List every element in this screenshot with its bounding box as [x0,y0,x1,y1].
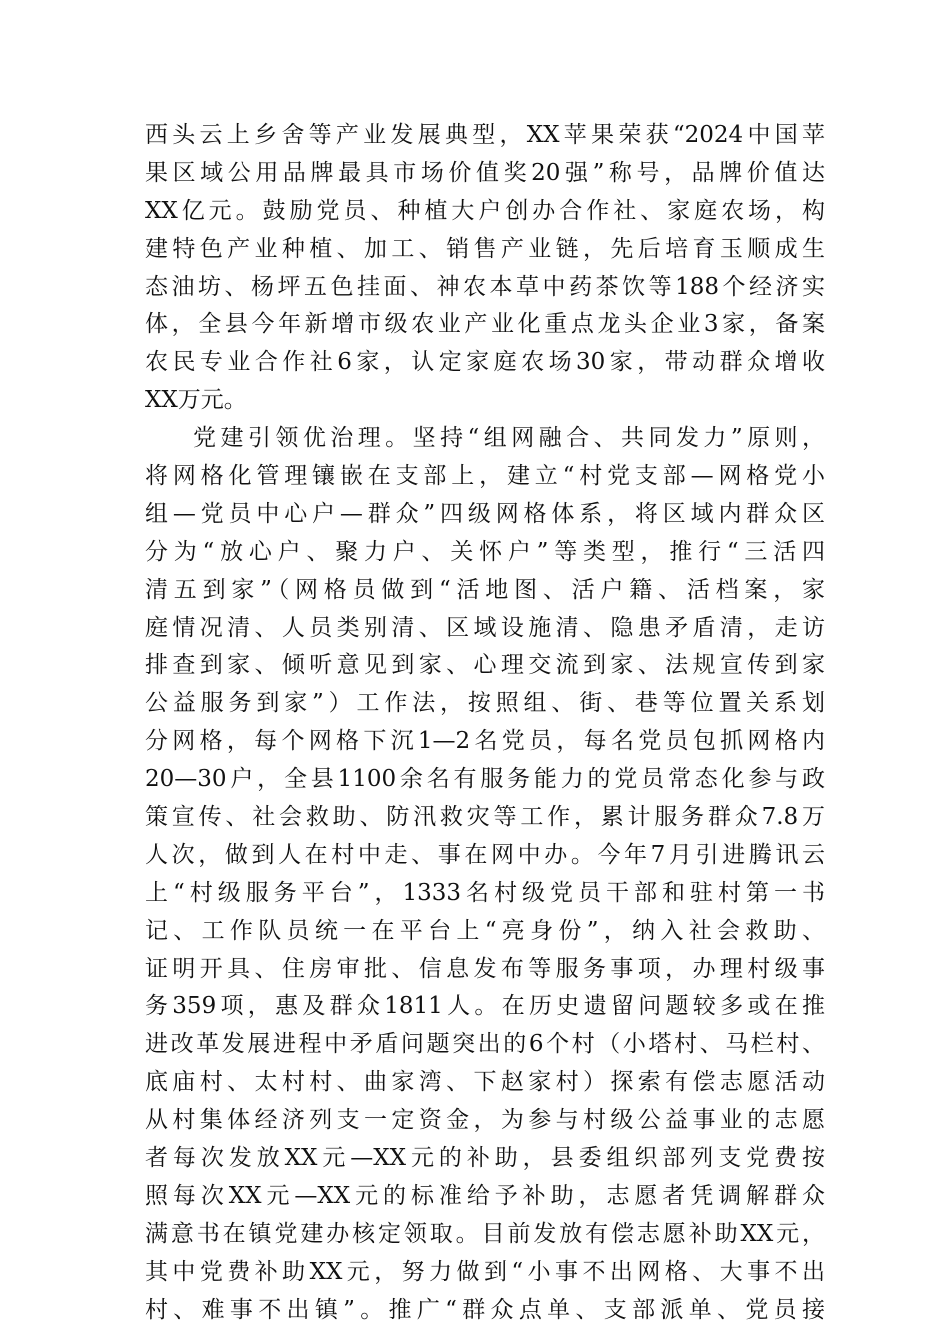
text-line: 体，全县今年新增市级农业产业化重点龙头企业3家，备案 [145,311,825,338]
text-line: 底庙村、太村村、曲家湾、下赵家村）探索有偿志愿活动 [145,1069,825,1096]
text-line: XX亿元。鼓励党员、种植大户创办合作社、家庭农场，构 [145,197,825,224]
text-line: 上“村级服务平台”，1333名村级党员干部和驻村第一书 [145,879,825,906]
text-line: 满意书在镇党建办核定领取。目前发放有偿志愿补助XX元， [145,1220,825,1247]
text-line: 其中党费补助XX元，努力做到“小事不出网格、大事不出 [145,1258,825,1285]
text-line: 建特色产业种植、加工、销售产业链，先后培育玉顺成生 [145,235,825,262]
text-line: 公益服务到家”）工作法，按照组、街、巷等位置关系划 [145,690,825,717]
text-line: 20—30户，全县1100余名有服务能力的党员常态化参与政 [145,766,825,793]
text-line: 照每次XX元—XX元的标准给予补助，志愿者凭调解群众 [145,1182,825,1209]
paragraph-industry [145,117,825,420]
text-line: 党建引领优治理。坚持“组网融合、共同发力”原则， [193,425,825,452]
text-line: 人次，做到人在村中走、事在网中办。今年7月引进腾讯云 [145,841,825,868]
text-line: 果区域公用品牌最具市场价值奖20强”称号，品牌价值达 [145,159,825,186]
text-line: 者每次发放XX元—XX元的补助，县委组织部列支党费按 [145,1145,825,1172]
body-text [145,117,825,1330]
text-line: 策宣传、社会救助、防汛救灾等工作，累计服务群众7.8万 [145,804,825,831]
text-line: 记、工作队员统一在平台上“亮身份”，纳入社会救助、 [145,917,825,944]
text-line: 清五到家”（网格员做到“活地图、活户籍、活档案，家 [145,576,825,603]
text-line: 排查到家、倾听意见到家、心理交流到家、法规宣传到家 [145,652,825,679]
text-line: 分网格，每个网格下沉1—2名党员，每名党员包抓网格内 [145,728,825,755]
text-line: 进改革发展进程中矛盾问题突出的6个村（小塔村、马栏村、 [145,1031,825,1058]
text-line: 村、难事不出镇”。推广“群众点单、支部派单、党员接 [145,1296,825,1323]
text-line: 组—党员中心户—群众”四级网格体系，将区域内群众区 [145,500,825,527]
text-line: XX万元。 [145,387,247,414]
text-line: 西头云上乡舍等产业发展典型，XX苹果荣获“2024中国苹 [145,122,825,148]
text-line: 庭情况清、人员类别清、区域设施清、隐患矛盾清，走访 [145,614,825,641]
paragraph-governance [145,420,825,1329]
text-line: 将网格化管理镶嵌在支部上，建立“村党支部—网格党小 [145,463,825,490]
text-line: 态油坊、杨坪五色挂面、神农本草中药茶饮等188个经济实 [145,273,825,300]
text-line: 分为“放心户、聚力户、关怀户”等类型，推行“三活四 [145,538,825,565]
text-line: 证明开具、住房审批、信息发布等服务事项，办理村级事 [145,955,825,982]
text-line: 从村集体经济列支一定资金，为参与村级公益事业的志愿 [145,1107,825,1134]
text-line: 农民专业合作社6家，认定家庭农场30家，带动群众增收 [145,349,825,376]
text-line: 务359项，惠及群众1811人。在历史遗留问题较多或在推 [145,993,825,1020]
